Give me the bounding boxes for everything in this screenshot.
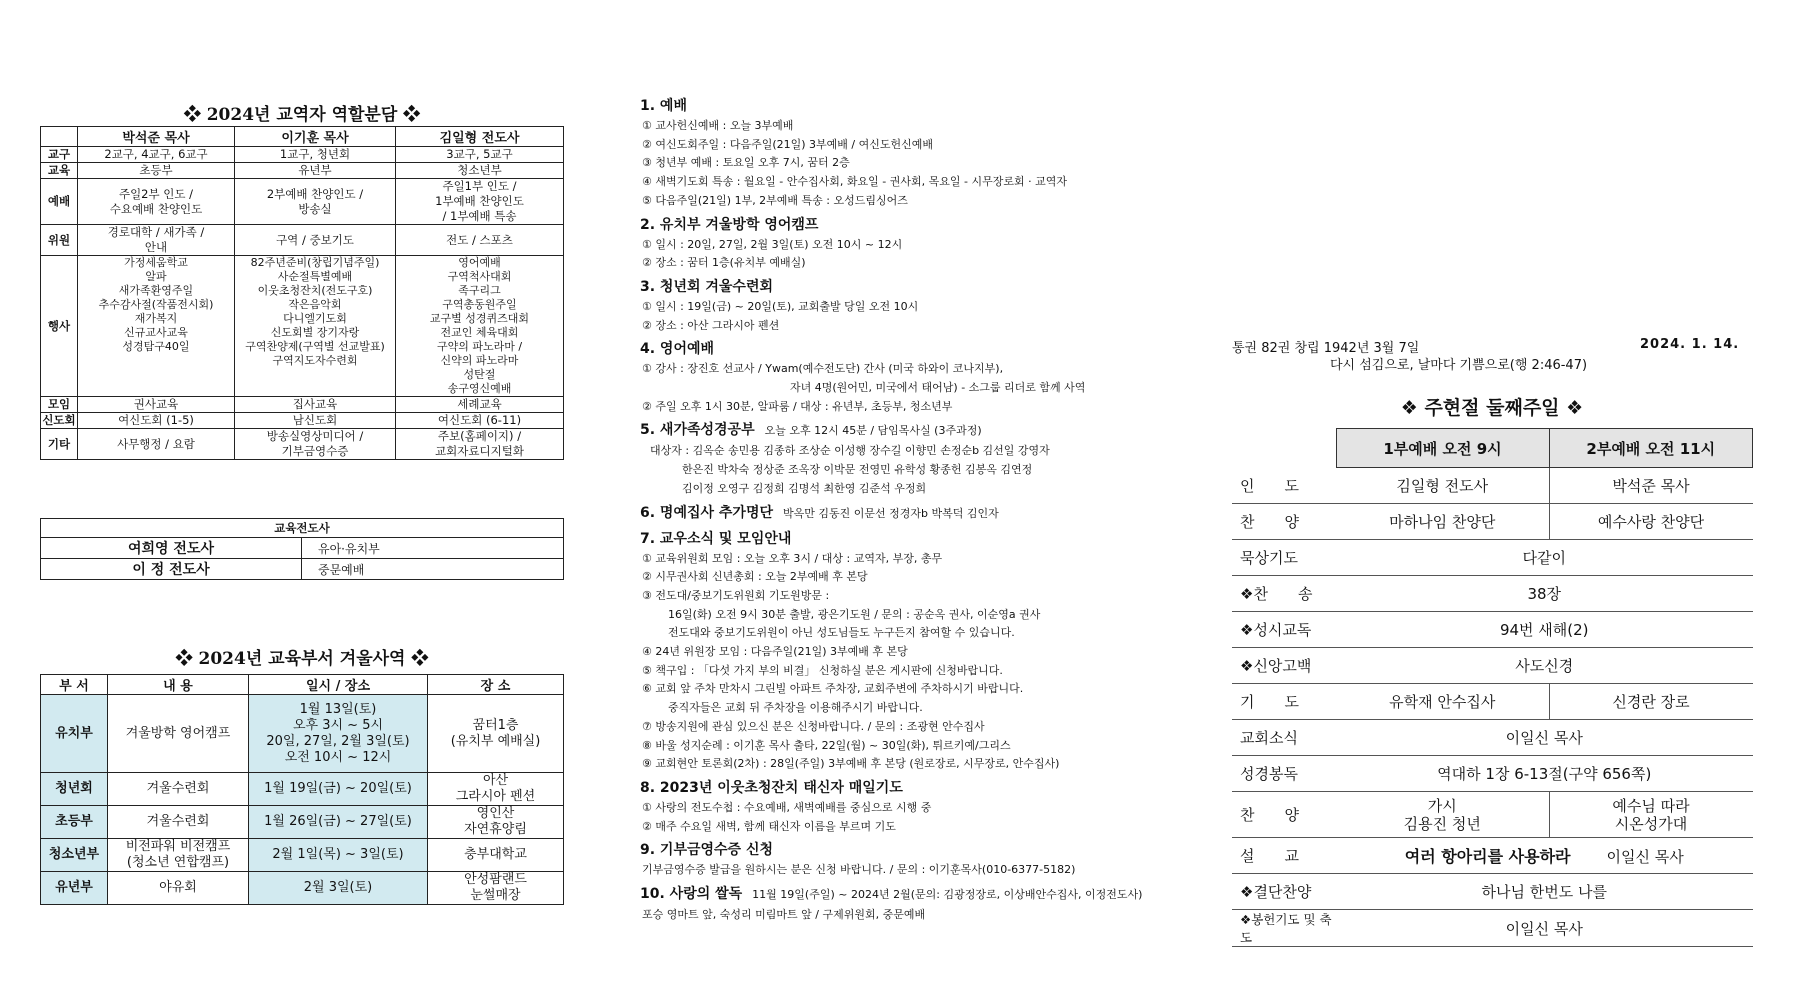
notice-item: ③ 전도대/중보기도위원회 기도원방문 : [642, 588, 830, 602]
edu-staff-dept: 유아·유치부 [302, 538, 564, 559]
role-cell: 전도 / 스포츠 [396, 225, 564, 256]
role-cell: 집사교육 [235, 397, 396, 413]
winter-dept: 초등부 [41, 806, 108, 839]
service-2-value: 예수사랑 찬양단 [1549, 504, 1753, 540]
service-row-label: 묵상기도 [1232, 540, 1336, 576]
notice-item: ② 장소 : 아산 그라시아 펜션 [642, 318, 780, 332]
role-cell: 주일2부 인도 / 수요예배 찬양인도 [78, 179, 235, 225]
role-cell: 여신도회 (6-11) [396, 413, 564, 429]
winter-content: 겨울수련회 [108, 806, 249, 839]
winter-table-title: ❖ 2024년 교육부서 겨울사역 ❖ [175, 649, 429, 669]
notice-title-text: 6. 명예집사 추가명단 [640, 504, 773, 521]
role-row-label: 행사 [41, 256, 78, 397]
notice-title-text: 1. 예배 [640, 98, 687, 114]
service-row-value: 사도신경 [1336, 648, 1753, 684]
role-table-title: ❖ 2024년 교역자 역할분담 ❖ [183, 105, 421, 125]
winter-dept: 청년회 [41, 773, 108, 806]
sermon-cell [1336, 838, 1753, 874]
winter-date: 2월 1일(목) ~ 3일(토) [249, 839, 428, 872]
notice-section [640, 276, 1180, 335]
service-2-value: 예수님 따라 시온성가대 [1549, 792, 1753, 838]
service-1-value: 유학재 안수집사 [1336, 684, 1549, 720]
service-order-body [1232, 468, 1753, 947]
winter-place: 충부대학교 [428, 839, 564, 872]
service-row [1232, 756, 1753, 792]
role-table-corner [41, 127, 78, 147]
notice-item: ⑨ 교회현안 토론회(2차) : 28일(주일) 3부예배 후 본당 (원로장로, 시무장로, 안수집사) [642, 757, 1060, 771]
winter-table [40, 674, 564, 905]
notice-item: 기부금영수증 발급을 원하시는 분은 신청 바랍니다. / 문의 : 이기훈목사(010-6377-5182) [642, 863, 1076, 877]
role-row-label: 신도회 [42, 413, 76, 427]
role-header-3: 김일형 전도사 [396, 127, 564, 147]
notice-title-text: 2. 유치부 겨울방학 영어캠프 [640, 216, 819, 233]
notice-item: ① 사랑의 전도수첩 : 수요예배, 새벽예배를 중심으로 시행 중 [642, 800, 932, 814]
service-title: ❖ 주현절 둘째주일 ❖ [1400, 397, 1584, 419]
service-row-label: 교회소식 [1232, 720, 1336, 756]
notice-title-text: 5. 새가족성경공부 [640, 422, 755, 439]
winter-row [41, 773, 564, 806]
notice-title [640, 777, 1180, 799]
role-cell: 82주년준비(창립기념주일) 사순절특별예배 이웃초청잔치(전도구호) 작은음악회 다니엘기도회 신도회별 장기자랑 구역찬양제(구역별 선교발표) 구역지도자수련회 [235, 256, 396, 397]
service-row-value: 94번 새해(2) [1336, 612, 1753, 648]
winter-date: 1월 13일(토) 오후 3시 ~ 5시 20일, 27일, 2월 3일(토) 오전 10시 ~ 12시 [249, 695, 428, 773]
service-row-value: 이일신 목사 [1336, 910, 1753, 947]
role-row [41, 429, 564, 460]
service-2-header: 2부예배 오전 11시 [1549, 429, 1753, 468]
notice-item: ② 여신도회주일 : 다음주일(21일) 3부예배 / 여신도헌신예배 [642, 137, 933, 151]
service-row [1232, 648, 1753, 684]
service-order-table [1232, 428, 1753, 947]
role-cell: 남신도회 [235, 413, 396, 429]
winter-row [41, 806, 564, 839]
winter-date: 1월 26일(금) ~ 27일(토) [249, 806, 428, 839]
service-row [1232, 874, 1753, 910]
notice-title [640, 95, 1180, 117]
service-row-label: 찬 양 [1232, 792, 1336, 838]
notice-item: ④ 새벽기도회 특송 : 월요일 - 안수집사회, 화요일 - 권사회, 목요일 - 시무장로회 · 교역자 [642, 175, 1067, 189]
winter-row [41, 872, 564, 905]
notice-item: ⑥ 교회 앞 주차 만차시 그린빌 아파트 주차장, 교회주변에 주차하시기 바랍니다. [642, 682, 1024, 696]
notice-item: ② 시무권사회 신년총회 : 오늘 2부예배 후 본당 [642, 570, 868, 584]
notice-item: ② 매주 수요일 새벽, 함께 태신자 이름을 부르며 기도 [642, 819, 896, 833]
role-cell: 2부예배 찬양인도 / 방송실 [235, 179, 396, 225]
winter-table-body [41, 695, 564, 905]
notice-title-text: 4. 영어예배 [640, 341, 715, 358]
notice-section [640, 777, 1180, 836]
service-row-label: 인 도 [1232, 468, 1336, 504]
role-cell: 주일1부 인도 / 1부예배 찬양인도 / 1부예배 특송 [396, 179, 564, 225]
notice-title-text: 10. 사랑의 쌀독 [640, 886, 743, 903]
service-row-label: ❖찬 송 [1232, 576, 1336, 612]
service-row-value: 이일신 목사 [1336, 720, 1753, 756]
service-1-value: 마하나임 찬양단 [1336, 504, 1549, 540]
bulletin-date: 2024. 1. 14. [1640, 337, 1740, 352]
notice-subtitle: 11월 19일(주일) ~ 2024년 2월(문의: 김광정장로, 이상배안수집사, 이정전도사) [752, 888, 1143, 902]
role-row [41, 225, 564, 256]
role-row [41, 256, 564, 397]
notice-section [640, 883, 1180, 925]
notice-title-text: 8. 2023년 이웃초청잔치 태신자 매일기도 [640, 779, 903, 796]
role-row-label: 예배 [41, 179, 78, 225]
notice-item: 대상자 : 김옥순 송민용 김종하 조상순 이성행 장수길 이향민 손정순b 김선일 강영자 [650, 444, 1050, 458]
service-row-label: 찬 양 [1232, 504, 1336, 540]
role-cell: 경로대학 / 새가족 / 안내 [78, 225, 235, 256]
winter-dept: 유치부 [41, 695, 108, 773]
edu-staff-name: 이 정 전도사 [41, 559, 302, 580]
role-cell: 구역 / 중보기도 [235, 225, 396, 256]
role-row-label: 교육 [41, 163, 78, 179]
role-cell: 여신도회 (1-5) [78, 413, 235, 429]
role-cell: 1교구, 청년회 [235, 147, 396, 163]
service-1-header: 1부예배 오전 9시 [1336, 429, 1549, 468]
winter-date: 2월 3일(토) [249, 872, 428, 905]
role-header-1: 박석준 목사 [78, 127, 235, 147]
notice-item: 자녀 4명(원어민, 미국에서 태어남) - 소그룹 리더로 함께 사역 [790, 381, 1086, 395]
role-row [41, 163, 564, 179]
winter-content: 야유회 [108, 872, 249, 905]
service-header-spacer [1232, 429, 1336, 468]
role-cell: 유년부 [235, 163, 396, 179]
service-row-value: 다같이 [1336, 540, 1753, 576]
role-cell: 방송실영상미디어 / 기부금영수증 [235, 429, 396, 460]
edu-staff-title: 교육전도사 [41, 519, 564, 538]
notice-item: ① 일시 : 20일, 27일, 2월 3일(토) 오전 10시 ~ 12시 [642, 237, 903, 251]
notice-item: 중직자들은 교회 뒤 주차장을 이용해주시기 바랍니다. [668, 701, 923, 715]
role-row-label: 기타 [41, 429, 78, 460]
service-1-value: 김일형 전도사 [1336, 468, 1549, 504]
role-row [41, 179, 564, 225]
winter-dept: 청소년부 [41, 839, 108, 872]
service-row-value: 38장 [1336, 576, 1753, 612]
service-row-label: ❖봉헌기도 및 축도 [1232, 910, 1336, 947]
role-header-2: 이기훈 목사 [235, 127, 396, 147]
edu-staff-table [40, 518, 564, 580]
winter-header-dept: 부 서 [41, 675, 108, 695]
winter-content: 겨울방학 영어캠프 [108, 695, 249, 773]
service-2-value: 신경란 장로 [1549, 684, 1753, 720]
service-row-label: ❖성시교독 [1232, 612, 1336, 648]
role-cell: 주보(홈페이지) / 교회자료디지털화 [396, 429, 564, 460]
role-table-body [41, 147, 564, 460]
notice-item: ② 장소 : 꿈터 1층(유치부 예배실) [642, 256, 806, 270]
notice-item: ② 주일 오후 1시 30분, 알파룸 / 대상 : 유년부, 초등부, 청소년부 [642, 399, 953, 413]
service-row [1232, 910, 1753, 947]
service-1-value: 가시 김용진 청년 [1336, 792, 1549, 838]
notice-item: ④ 24년 위원장 모임 : 다음주일(21일) 3부예배 후 본당 [642, 645, 908, 659]
role-cell: 청소년부 [396, 163, 564, 179]
role-cell: 초등부 [78, 163, 235, 179]
notice-item: 김이정 오영구 김정희 김명석 최한영 김준석 우정희 [682, 481, 927, 495]
winter-row [41, 839, 564, 872]
notice-title-text: 3. 청년회 겨울수련회 [640, 278, 773, 295]
winter-row [41, 695, 564, 773]
winter-header-place: 장 소 [428, 675, 564, 695]
role-cell: 영어예배 구역척사대회 족구리그 구역총동원주일 교구별 성경퀴즈대회 전교인 체육대회 구약의 파노라마 / 신약의 파노라마 성탄절 송구영신예배 [396, 256, 564, 397]
service-row [1232, 540, 1753, 576]
service-row [1232, 468, 1753, 504]
notice-title [640, 276, 1180, 298]
notice-title [640, 338, 1180, 360]
preacher: 이일신 목사 [1606, 848, 1684, 866]
role-row-label: 모임 [41, 397, 78, 413]
service-row-value: 역대하 1장 6-13절(구약 656쪽) [1336, 756, 1753, 792]
role-cell: 가정세움학교 알파 새가족환영주일 추수감사절(작품전시회) 재가복지 신규교사교육 성경탐구40일 [78, 256, 235, 397]
service-row-label: ❖결단찬양 [1232, 874, 1336, 910]
role-cell: 권사교육 [78, 397, 235, 413]
notice-item: ① 교육위원회 모임 : 오늘 오후 3시 / 대상 : 교역자, 부장, 총무 [642, 551, 943, 565]
role-table [40, 126, 564, 460]
notice-title [640, 419, 1180, 442]
role-row [41, 413, 564, 429]
notice-section [640, 502, 1180, 525]
notice-section [640, 419, 1180, 498]
role-row [41, 147, 564, 163]
edu-staff-dept: 중문예배 [302, 559, 564, 580]
notice-subtitle: 박옥만 김동진 이문선 정경자b 박복덕 김인자 [783, 506, 999, 520]
notice-item: ⑤ 다음주일(21일) 1부, 2부예배 특송 : 오성드림싱어즈 [642, 193, 908, 207]
service-row-label: 성경봉독 [1232, 756, 1336, 792]
role-cell: 사무행정 / 요람 [78, 429, 235, 460]
role-cell: 3교구, 5교구 [396, 147, 564, 163]
service-row-label: ❖신앙고백 [1232, 648, 1336, 684]
service-row [1232, 504, 1753, 540]
service-row-value: 하나님 한번도 나를 [1336, 874, 1753, 910]
bulletin-volume: 통권 82권 창립 1942년 3월 7일 [1232, 341, 1420, 356]
winter-place: 안성팜랜드 눈썰매장 [428, 872, 564, 905]
role-row-label: 교구 [41, 147, 78, 163]
notice-subtitle: 오늘 오후 12시 45분 / 담임목사실 (3주과정) [764, 424, 982, 438]
notice-title [640, 528, 1180, 550]
notice-item: ① 일시 : 19일(금) ~ 20일(토), 교회출발 당일 오전 10시 [642, 299, 919, 313]
service-row [1232, 612, 1753, 648]
role-cell: 2교구, 4교구, 6교구 [78, 147, 235, 163]
winter-place: 꿈터1층 (유치부 예배실) [428, 695, 564, 773]
notice-item: ⑧ 바울 성지순례 : 이기훈 목사 출타, 22일(월) ~ 30일(화), 튀르키예/그리스 [642, 738, 1011, 752]
sermon-title: 여러 항아리를 사용하라 [1404, 847, 1571, 866]
notice-title [640, 502, 1180, 525]
role-row [41, 397, 564, 413]
notice-title-text: 7. 교우소식 및 모임안내 [640, 530, 792, 547]
notice-item: 포승 영마트 앞, 숙성리 미림마트 앞 / 구제위원회, 중문예배 [642, 908, 926, 922]
role-row-label: 위원 [41, 225, 78, 256]
edu-staff-name: 여희영 전도사 [41, 538, 302, 559]
bulletin-motto: 다시 섬김으로, 날마다 기쁨으로(행 2:46-47) [1330, 358, 1588, 373]
service-row [1232, 720, 1753, 756]
winter-content: 비전파워 비전캠프 (청소년 연합캠프) [108, 839, 249, 872]
service-row [1232, 576, 1753, 612]
service-row-label: 기 도 [1232, 684, 1336, 720]
winter-place: 영인산 자연휴양림 [428, 806, 564, 839]
notice-item: ⑦ 방송지원에 관심 있으신 분은 신청바랍니다. / 문의 : 조광현 안수집사 [642, 719, 985, 733]
notice-item: ① 강사 : 장진호 선교사 / Ywam(예수전도단) 간사 (미국 하와이 코나지부), [642, 362, 1004, 376]
notice-item: 전도대와 중보기도위원이 아닌 성도님들도 누구든지 참여할 수 있습니다. [668, 626, 1015, 640]
notice-item: ③ 청년부 예배 : 토요일 오후 7시, 꿈터 2층 [642, 156, 850, 170]
service-2-value: 박석준 목사 [1549, 468, 1753, 504]
notice-title [640, 839, 1180, 861]
notice-item: ⑤ 책구입 : 「다섯 가지 부의 비결」 신청하실 분은 게시판에 신청바랍니다. [642, 663, 1003, 677]
notice-item: ① 교사헌신예배 : 오늘 3부예배 [642, 119, 794, 132]
notice-section [640, 95, 1180, 211]
service-row-label: 설 교 [1232, 838, 1336, 874]
winter-place: 아산 그라시아 펜션 [428, 773, 564, 806]
notices-column [640, 92, 1180, 925]
notice-title [640, 214, 1180, 236]
winter-header-date: 일시 / 장소 [249, 675, 428, 695]
winter-dept: 유년부 [41, 872, 108, 905]
notice-section [640, 214, 1180, 273]
service-row [1232, 792, 1753, 838]
service-row [1232, 684, 1753, 720]
notice-section [640, 839, 1180, 880]
notice-title [640, 883, 1180, 906]
notice-section [640, 528, 1180, 774]
role-cell: 세례교육 [396, 397, 564, 413]
winter-date: 1월 19일(금) ~ 20일(토) [249, 773, 428, 806]
service-row [1232, 838, 1753, 874]
winter-header-content: 내 용 [108, 675, 249, 695]
notice-item: 16일(화) 오전 9시 30분 출발, 광은기도원 / 문의 : 공순옥 권사, 이순영a 권사 [668, 607, 1041, 621]
winter-content: 겨울수련회 [108, 773, 249, 806]
notice-title-text: 9. 기부금영수증 신청 [640, 842, 773, 859]
notice-item: 한은진 박차숙 정상준 조옥장 이박문 전영민 유학성 황종헌 김봉옥 김연정 [682, 463, 1033, 477]
notice-section [640, 338, 1180, 416]
